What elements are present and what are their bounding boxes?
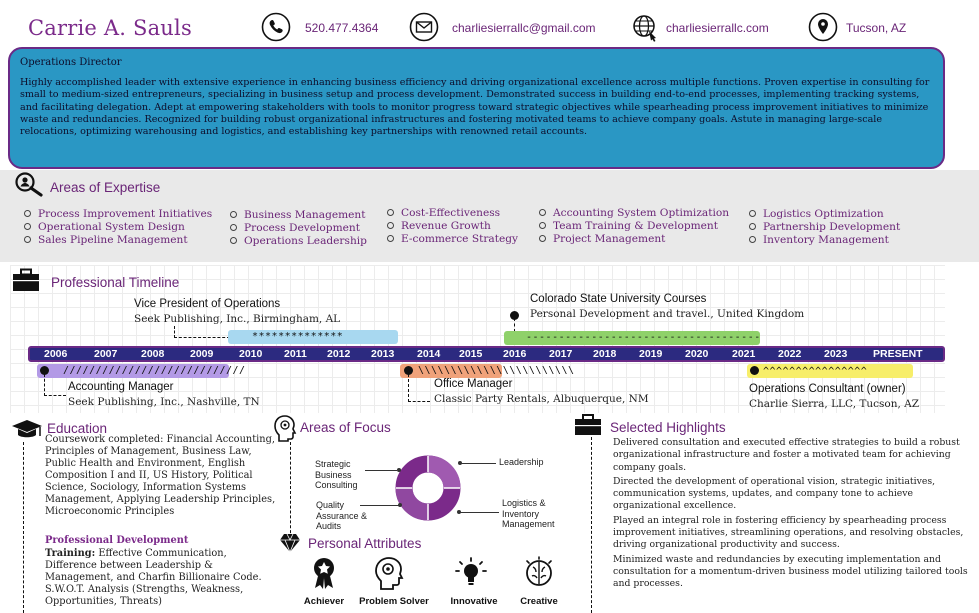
check-icon (749, 223, 756, 230)
highlight-item: Delivered consultation and executed effective strategies to build a robust organizational infrastructure and foster a motivated team for achieving company goals. (613, 437, 960, 473)
training-label: Training: (45, 548, 96, 559)
job-title: Operations Director (20, 57, 122, 68)
check-icon (539, 222, 546, 229)
timeline-year: PRESENT (873, 348, 923, 360)
expertise-item: Process Improvement Initiatives (38, 208, 213, 220)
briefcase-icon (574, 414, 602, 436)
expertise-item: Inventory Management (763, 234, 889, 246)
timeline-year: 2012 (327, 348, 351, 360)
check-icon (749, 210, 756, 217)
email-icon (409, 12, 439, 42)
expertise-item: Cost-Effectiveness (401, 207, 501, 219)
timeline-year: 2020 (685, 348, 709, 360)
expertise-item: Operations Leadership (244, 235, 367, 247)
expertise-column-2 (230, 209, 367, 247)
expertise-item: Project Management (553, 233, 666, 245)
bar-pattern: \\\\\\\\\\\\\\\\\\\\\\\\ (418, 365, 575, 376)
briefcase-icon (12, 268, 40, 292)
timeline-bar-accounting (37, 364, 246, 378)
check-icon (230, 224, 237, 231)
target-head-icon (274, 415, 296, 441)
timeline-bar-office (400, 364, 575, 378)
expertise-column-3 (387, 207, 518, 245)
timeline-year: 2015 (459, 348, 483, 360)
bar-pattern: //////////////////////////// (63, 365, 246, 376)
expertise-item: Business Management (244, 209, 366, 221)
expertise-title: Areas of Expertise (50, 180, 161, 195)
expertise-item: Sales Pipeline Management (38, 234, 188, 246)
expertise-item: Accounting System Optimization (553, 207, 730, 219)
expertise-column-4 (539, 207, 729, 245)
timeline-year: 2023 (824, 348, 848, 360)
timeline-year: 2017 (549, 348, 573, 360)
timeline-year: 2013 (371, 348, 395, 360)
graduation-cap-icon (11, 419, 43, 441)
timeline-year: 2022 (778, 348, 802, 360)
timeline-year: 2006 (44, 348, 68, 360)
check-icon (539, 209, 546, 216)
job-title-office: Office Manager (434, 378, 513, 390)
resume-name: Carrie A. Sauls (28, 16, 192, 40)
focus-label-quality: Quality Assurance & Audits (316, 500, 368, 531)
location-text: Tucson, AZ (846, 21, 907, 35)
focus-title: Areas of Focus (300, 420, 391, 435)
problem-solver-head-icon (375, 556, 405, 590)
timeline-year: 2007 (94, 348, 118, 360)
diamond-icon (279, 533, 301, 553)
timeline-year: 2016 (503, 348, 527, 360)
training-body: Effective Communication, Difference between Leadership & Management, and Charfin Billionaire Code. S.W.O.T. Analysis (Strengths, Weakness, Opportunities, Threats) (45, 548, 262, 607)
globe-icon (631, 13, 661, 43)
attribute-creative: Creative (520, 596, 558, 607)
achiever-medal-icon (310, 556, 338, 590)
check-icon (387, 222, 394, 229)
check-icon (24, 223, 31, 230)
job-org-vp: Seek Publishing, Inc., Birmingham, AL (134, 313, 341, 325)
timeline-pin-icon (750, 366, 759, 375)
education-title: Education (47, 421, 108, 436)
highlights-list (613, 437, 971, 591)
check-icon (749, 236, 756, 243)
job-title-consultant: Operations Consultant (owner) (749, 383, 906, 395)
timeline-year: 2019 (639, 348, 663, 360)
website-text: charliesierrallc.com (666, 21, 769, 35)
bar-pattern: ************** (252, 331, 344, 342)
timeline-bar-consultant (747, 364, 913, 378)
focus-donut-chart (395, 455, 461, 521)
job-org-office: Classic Party Rentals, Albuquerque, NM (434, 393, 649, 405)
focus-label-leadership: Leadership (499, 457, 544, 467)
timeline-bar-vp (228, 330, 398, 344)
timeline-years (28, 347, 945, 361)
job-title-csu: Colorado State University Courses (530, 293, 707, 305)
expertise-column-5 (749, 208, 900, 246)
email-text: charliesierrallc@gmail.com (452, 21, 596, 35)
job-org-csu: Personal Development and travel., United Kingdom (530, 308, 805, 320)
attributes-title: Personal Attributes (308, 536, 422, 551)
training-text (45, 548, 277, 608)
summary-text: Highly accomplished leader with extensive experience in enhancing business efficiency and driving organizational excellence across multiple functions. Proven expertise in consulting for small to medium-sized entrepreneurs, specializing in business setup and process development. Demonstrated success in building end-to-end processes, implementing tracking systems, and facilitating delegation. Adept at empowering stakeholders with tools to monitor progress toward strategic objectives while spearheading process improvement initiatives to minimize waste and redundancies. Recognized for building robust organizational infrastructures and fostering motivated teams to achieve company goals. Astute in managing large-scale relocations, optimizing warehousing and logistics, and establishing key partnerships with renowned retail accounts. (20, 77, 930, 138)
check-icon (24, 210, 31, 217)
highlight-item: Minimized waste and redundancies by executing implementation and consultation for a momentum-driven business model utilizing tailored tools and processes. (613, 553, 968, 590)
timeline-bar-csu (504, 331, 760, 345)
expertise-item: Revenue Growth (401, 220, 491, 232)
attribute-achiever: Achiever (303, 596, 345, 607)
expertise-item: Team Training & Development (553, 220, 719, 232)
check-icon (230, 211, 237, 218)
focus-label-logistics: Logistics & Inventory Management (502, 498, 555, 529)
highlight-item: Directed the development of operational vision, strategic initiatives, communication systems, updates, and company tone to achieve organizational excellence. (613, 475, 936, 512)
attribute-innovative: Innovative (450, 596, 498, 607)
timeline-year: 2008 (141, 348, 165, 360)
innovative-lightbulb-icon (454, 556, 488, 590)
creative-brain-icon (522, 556, 556, 590)
timeline-year: 2009 (190, 348, 214, 360)
timeline-year: 2011 (284, 348, 307, 360)
check-icon (230, 237, 237, 244)
timeline-year: 2021 (732, 348, 756, 360)
expertise-item: Partnership Development (763, 221, 901, 233)
pd-title: Professional Development (45, 535, 189, 546)
expertise-item: Process Development (244, 222, 360, 234)
bar-pattern: ------------------------------------ (526, 332, 761, 343)
job-org-consultant: Charlie Sierra, LLC, Tucson, AZ (749, 398, 920, 410)
phone-text: 520.477.4364 (305, 21, 379, 35)
check-icon (24, 236, 31, 243)
bar-pattern: ^^^^^^^^^^^^^^^^ (763, 366, 868, 377)
attribute-problem-solver: Problem Solver (359, 596, 429, 607)
summary-box (8, 47, 945, 169)
location-pin-icon (808, 12, 838, 42)
phone-icon (261, 12, 291, 42)
expertise-column-1 (24, 208, 212, 246)
check-icon (539, 235, 546, 242)
magnifier-person-icon (14, 172, 44, 196)
expertise-item: E-commerce Strategy (401, 233, 519, 245)
job-title-accounting: Accounting Manager (68, 381, 174, 393)
check-icon (387, 209, 394, 216)
check-icon (387, 235, 394, 242)
focus-label-strategic: Strategic Business Consulting (315, 459, 358, 490)
highlights-title: Selected Highlights (610, 420, 726, 435)
expertise-item: Logistics Optimization (763, 208, 884, 220)
highlight-item: Played an integral role in fostering efficiency by spearheading process improvement initiatives, streamlining operations, and resolving obstacles, driving organizational productivity and success. (613, 514, 964, 551)
job-org-accounting: Seek Publishing, Inc., Nashville, TN (68, 396, 260, 408)
job-title-vp: Vice President of Operations (134, 298, 281, 310)
timeline-year: 2010 (239, 348, 263, 360)
timeline-title: Professional Timeline (51, 275, 180, 290)
timeline-year: 2014 (417, 348, 441, 360)
timeline-year: 2018 (593, 348, 617, 360)
coursework-text: Coursework completed: Financial Accounting, Principles of Management, Business Law, Public Health and Environment, English Composition I and II, US History, Political Science, Sociology, Information Systems Management, Applying Leadership Principles, Microeconomic Principles (45, 434, 276, 517)
expertise-item: Operational System Design (38, 221, 185, 233)
